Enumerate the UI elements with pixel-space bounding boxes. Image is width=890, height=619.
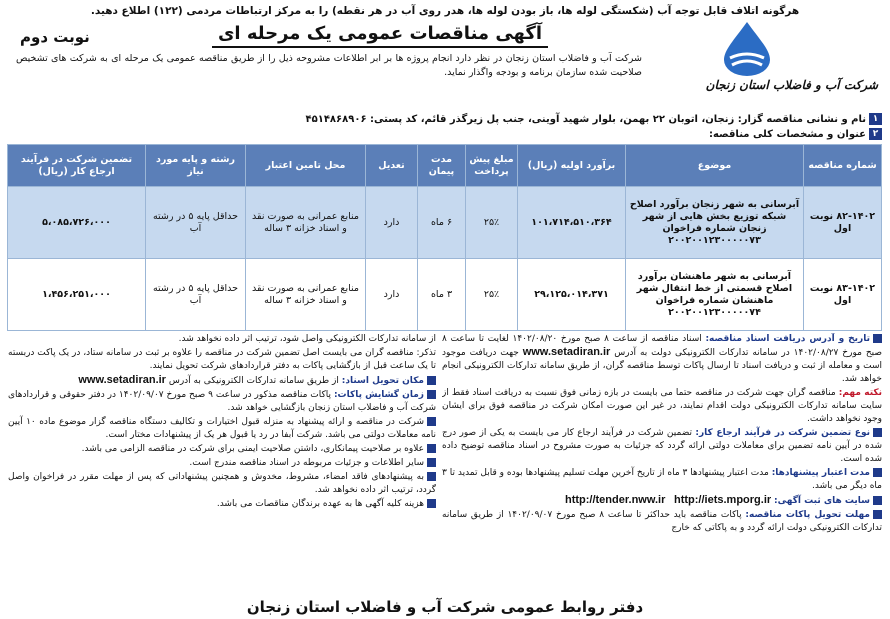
col-guarantee: تضمین شرکت در فرآیند ارجاع کار (ریال) [8, 145, 146, 187]
setadiran-link[interactable]: www.setadiran.ir [78, 374, 166, 386]
deadline-item: مهلت تحویل پاکات مناقصه: پاکات مناقصه باید حداکثر تا ساعت ۸ صبح مورخ ۱۴۰۲/۰۹/۰۷ از طریق سامانه تدارکات الکترونیکی دولت ارائه گردد و به پاکاتی که خارج [442, 510, 882, 533]
delivery-place-item: مکان تحویل اسناد: از طریق سامانه تدارکات الکترونیکی به آدرس www.setadiran.ir [8, 374, 436, 388]
terms-item-13: به پیشنهادهای فاقد امضاء، مشروط، مخدوش و همچنین پیشنهاداتی که پس از مهلت مقرر در فراخوان واصل گردد، ترتیب اثر داده نخواهد شد. [8, 472, 436, 495]
intro-paragraph: شرکت آب و فاضلاب استان زنجان در نظر دارد انجام پروژه ها بر ابر اطلاعات مشروحه ذیل را از طریق مناقصه عمومی یک مرحله ای به شرکت های تشخیص صلاحیت شده سازمان برنامه و بودجه واگذار نماید. [16, 53, 642, 78]
right-column [442, 333, 882, 571]
cell-grade: حداقل پایه ۵ در رشته آب [146, 259, 246, 331]
terms-item-11: علاوه بر صلاحیت پیمانکاری، داشتن صلاحیت ایمنی برای شرکت در مناقصه الزامی می باشد. [8, 443, 436, 456]
cell-funding: منابع عمرانی به صورت نقد و اسناد خزانه ۳ ساله [246, 259, 366, 331]
cell-tender-number: ۸۳-۱۴۰۲ نوبت اول [804, 259, 882, 331]
tender-specs-heading: عنوان و مشخصات کلی مناقصه: [708, 129, 866, 140]
col-funding: محل تامین اعتبار [246, 145, 366, 187]
cell-estimate: ۱۰۱،۷۱۴،۵۱۰،۳۶۴ [518, 187, 626, 259]
water-drop-icon [712, 20, 782, 78]
col-estimate: برآورد اولیه (ریال) [518, 145, 626, 187]
bullet-icon [427, 472, 436, 481]
cell-prepayment: ۲۵٪ [466, 187, 518, 259]
top-note: هرگونه اتلاف قابل توجه آب (شکستگی لوله ها، باز بودن لوله ها، هدر روی آب در هر نقطه) را به مرکز ارتباطات مردمی (۱۲۲) اطلاع دهید. [90, 5, 800, 17]
bullet-icon [873, 428, 882, 437]
table-row [8, 259, 882, 331]
col-tender-number: شماره مناقصه [804, 145, 882, 187]
tenderer-address: نام و نشانی مناقصه گزار: زنجان، اتوبان ۲۲ بهمن، بلوار شهید آوینی، جنب پل زیرگذر قائم، کد پستی: ۴۵۱۴۸۶۸۹۰۶ [305, 114, 866, 125]
warning-note: تذکر: مناقصه گران می بایست اصل تضمین شرکت در مناقصه را علاوه بر ثبت در سامانه ستاد، در یک پاکت دربسته تا یک ساعت قبل از بازگشایی پاکات به دفتر قراردادهای شرکت تحویل نمایند. [8, 348, 436, 371]
cell-adjustment: دارد [366, 187, 418, 259]
item-number: ۲ [869, 128, 882, 140]
cell-guarantee: ۱،۴۵۶،۲۵۱،۰۰۰ [8, 259, 146, 331]
tenderer-address-line [8, 112, 882, 127]
cell-prepayment: ۲۵٪ [466, 259, 518, 331]
setadiran-link[interactable]: www.setadiran.ir [522, 346, 611, 358]
logo-text: شرکت آب و فاضلاب استان زنجان [705, 78, 878, 92]
item-number: ۱ [869, 113, 882, 125]
company-logo [632, 20, 882, 108]
bullet-icon [873, 334, 882, 343]
col-adjustment: تعدیل [366, 145, 418, 187]
bullet-icon [873, 468, 882, 477]
iets-link[interactable]: http://iets.mporg.ir [674, 494, 772, 506]
cell-subject: آبرسانی به شهر ماهنشان برآورد اصلاح قسمتی از خط انتقال شهر ماهنشان شماره فراخوان ۲۰۰۲۰۰۱۲۳۰۰۰۰۰۷۴ [626, 259, 804, 331]
bullet-icon [873, 510, 882, 519]
bullet-icon [427, 458, 436, 467]
documents-date-item: تاریخ و آدرس دریافت اسناد مناقصه: اسناد مناقصه از ساعت ۸ صبح مورخ ۱۴۰۲/۰۸/۲۰ لغایت تا ساعت ۸ صبح مورخ ۱۴۰۲/۰۸/۲۷ در سامانه تدارکات الکترونیکی دولت به آدرس www.setadiran.ir جهت دریافت موجود است و معامله از ثبت و دریافت اسناد تا ارسال پاکات توسط مناقصه گران، از طریق سامانه تدارکات الکترونیکی انجام خواهد شد. [442, 334, 882, 384]
cell-duration: ۶ ماه [418, 187, 466, 259]
guarantee-type-item: نوع تضمین شرکت در فرآیند ارجاع کار: تضمین شرکت در فرآیند ارجاع کار می بایست به یکی از صور درج شده در آیین نامه تضمین برای معاملات دولتی ارائه گردد که جزئیات به صورت مشروح در اسناد مناقصه توضیح داده شده است. [442, 428, 882, 464]
round-label: نوبت دوم [20, 28, 90, 46]
header [8, 18, 882, 110]
important-note: نکته مهم: مناقصه گران جهت شرکت در مناقصه حتما می بایست در بازه زمانی فوق نسبت به دریافت اسناد فقط از سایت سامانه تدارکات الکترونیکی دولت اقدام نمایند، در غیر این صورت امکان شرکت در مناقصه فوق برای ایشان وجود نخواهد داشت. [442, 388, 882, 424]
tender-link[interactable]: http://tender.nww.ir [564, 494, 666, 506]
cell-funding: منابع عمرانی به صورت نقد و اسناد خزانه ۳ ساله [246, 187, 366, 259]
cell-tender-number: ۸۲-۱۴۰۲ نوبت اول [804, 187, 882, 259]
table-row [8, 187, 882, 259]
cell-subject: آبرسانی به شهر زنجان برآورد اصلاح شبکه توزیع بخش هایی از شهر زنجان شماره فراخوان ۲۰۰۲۰۰۱۲۳۰۰۰۰۰۷۳ [626, 187, 804, 259]
terms-item-10: شرکت در مناقصه و ارائه پیشنهاد به منزله قبول اختیارات و تکالیف دستگاه مناقصه گزار موضوع ماده ۱۰ آیین نامه معاملات دولتی می باشد. شرکت آبفا در رد یا قبول هر یک از پیشنهادات مختار است. [8, 417, 436, 440]
tender-specs-line [8, 127, 882, 142]
col-subject: موضوع [626, 145, 804, 187]
validity-item: مدت اعتبار پیشنهادها: مدت اعتبار پیشنهادها ۳ ماه از تاریخ آخرین مهلت تسلیم پیشنهادها بوده و قابل تمدید تا ۳ ماه دیگر می باشد. [442, 468, 882, 491]
col-duration: مدت پیمان [418, 145, 466, 187]
terms-item-12: سایر اطلاعات و جزئیات مربوطه در اسناد مناقصه مندرج است. [8, 457, 436, 470]
cell-grade: حداقل پایه ۵ در رشته آب [146, 187, 246, 259]
cell-adjustment: دارد [366, 259, 418, 331]
table-header-row [8, 145, 882, 187]
ad-sites-item: سایت های ثبت آگهی: http://tender.nww.ir http://iets.mporg.ir [442, 494, 882, 508]
col-grade: رشته و پایه مورد نیاز [146, 145, 246, 187]
bullet-icon [427, 499, 436, 508]
bullet-icon [427, 444, 436, 453]
continuation-text: از سامانه تدارکات الکترونیکی واصل شود، ترتیب اثر داده نخواهد شد. [178, 334, 436, 344]
opening-time-item: زمان گشایش پاکات: پاکات مناقصه مذکور در ساعت ۹ صبح مورخ ۱۴۰۲/۰۹/۰۷ در دفتر حقوقی و قراردادهای شرکت آب و فاضلاب استان زنجان بازگشایی خواهد شد. [8, 390, 436, 413]
bullet-icon [427, 417, 436, 426]
bullet-icon [427, 376, 436, 385]
col-prepayment: مبلغ پیش پرداخت [466, 145, 518, 187]
terms-item-14: هزینه کلیه آگهی ها به عهده برندگان مناقصات می باشد. [8, 498, 436, 511]
footer-signature: دفتر روابط عمومی شرکت آب و فاضلاب استان زنجان [246, 598, 644, 616]
cell-duration: ۳ ماه [418, 259, 466, 331]
bullet-icon [427, 390, 436, 399]
cell-guarantee: ۵،۰۸۵،۷۲۶،۰۰۰ [8, 187, 146, 259]
tenders-table [7, 144, 882, 331]
page-title: آگهی مناقصات عمومی یک مرحله ای [212, 22, 548, 48]
left-column [8, 333, 436, 571]
cell-estimate: ۲۹،۱۲۵،۰۱۴،۳۷۱ [518, 259, 626, 331]
bullet-icon [873, 496, 882, 505]
